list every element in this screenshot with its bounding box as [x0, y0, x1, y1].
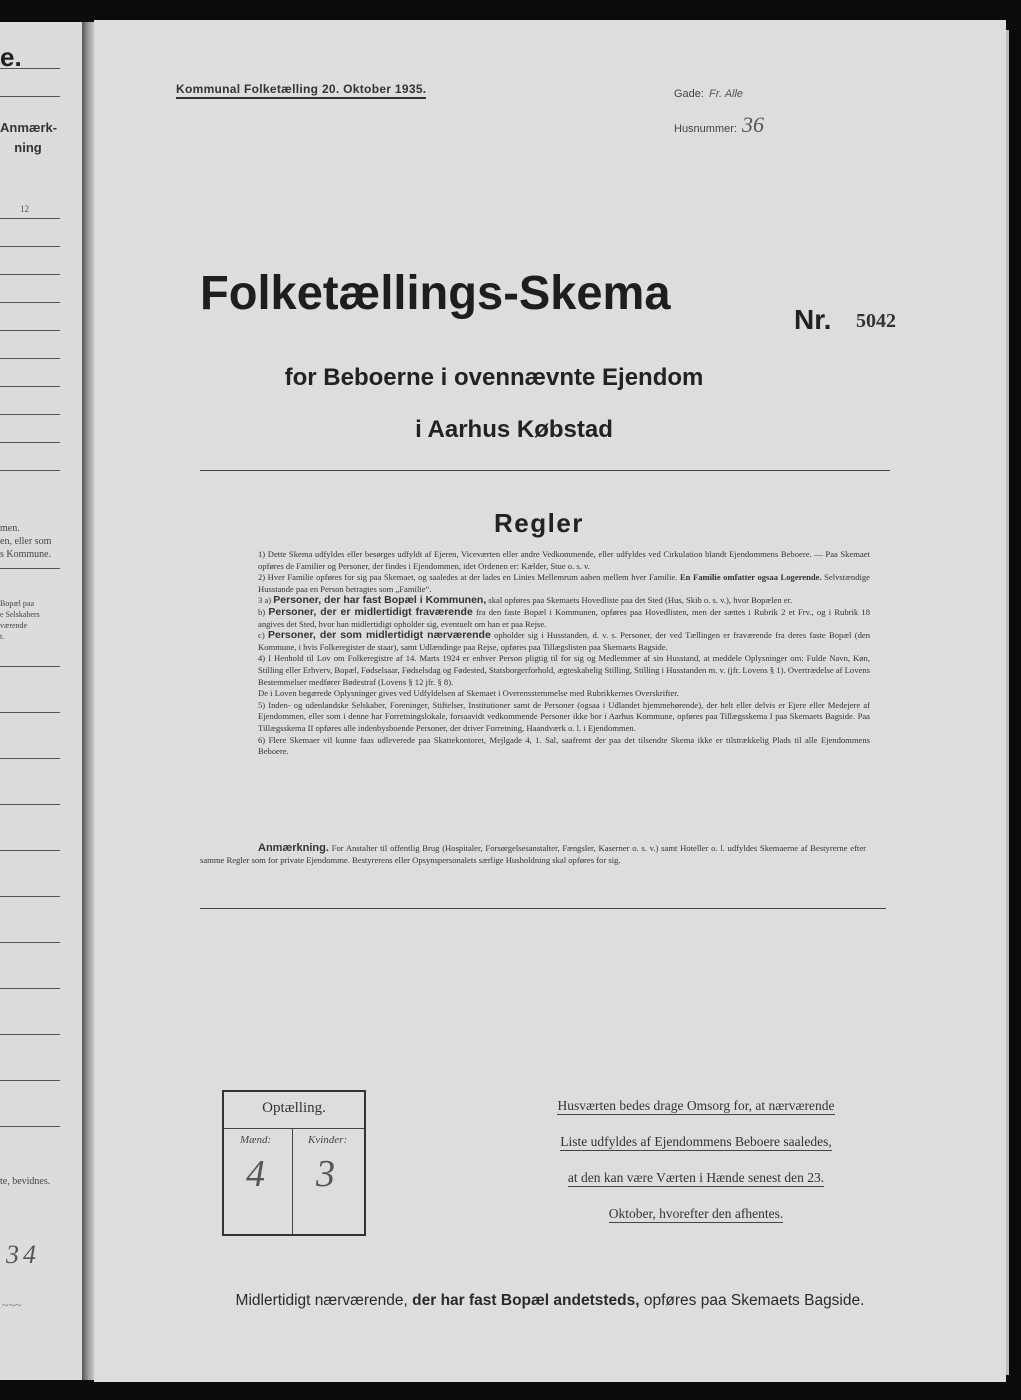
rules-text: [258, 549, 870, 758]
rule-4b: De i Loven begærede Oplysninger gives ved Udfyldelsen af Skemaet i Overensstemmelse med Rubrikkernes Overskrifter.: [258, 688, 679, 699]
rule-4: 4) I Henhold til Lov om Folkeregistre af 14. Marts 1924 er enhver Person pligtig til for sig og Medlemmer af sin Husstand, at meddele Oplysninger om: Fulde Navn, Køn, Stilling eller Erhverv, Bopæl, Fødselsaar, Fødselsdag og Fødested, Statsborgerforhold, ægteskabelig Stilling, Stilling i Husstanden m. v. (jfr. Lovens § 1). Overtrædelse af Lovens Bestemmelser medfører Bødestraf (Lovens § 12 jfr. § 8).: [258, 653, 870, 687]
divider-rule: [200, 470, 890, 471]
left-page-rule: [0, 68, 60, 69]
left-page-rule: [0, 330, 60, 331]
left-page-rule: [0, 988, 60, 989]
footer-part-1: Midlertidigt nærværende,: [235, 1292, 408, 1309]
left-page-rule: [0, 568, 60, 569]
left-page-rule: [0, 358, 60, 359]
left-page-rule: [0, 712, 60, 713]
rule-3b-text: fra den faste Bopæl i Kommunen, opføres paa Hovedlisten, men der sættes i Rubrik 2 et Frv., og i Rubrik 18 angives det Sted, hvor han midlertidigt opholder sig, eventuelt om han er paa Rejse.: [258, 606, 870, 629]
instruction-text-2: Liste udfyldes af Ejendommens Beboere saaledes,: [560, 1134, 832, 1149]
house-number-label: Husnummer:: [674, 123, 737, 135]
rule-2: [258, 572, 870, 595]
tally-title: Optælling.: [262, 1100, 326, 1116]
left-page-rule: [0, 804, 60, 805]
rule-2-text-b: Selvstændige Husstande paa en Person betragtes som „Familie“.: [258, 572, 870, 594]
fragment-a1: men.: [0, 523, 20, 534]
house-number-value: 36: [742, 112, 765, 137]
left-page-title-fragment: e.: [0, 42, 22, 72]
left-page-rule: [0, 666, 60, 667]
tally-men-label: Mænd:: [240, 1134, 272, 1146]
left-page-scribble: ~~~: [2, 1298, 22, 1312]
left-page-rule: [0, 218, 60, 219]
left-page-rule: [0, 470, 60, 471]
form-subtitle-2: i Aarhus Købstad: [415, 416, 613, 443]
rule-1: 1) Dette Skema udfyldes eller besørges udfyldt af Ejeren, Viceværten eller andre Vedkommende, eller udfyldes ved Cirkulation blandt Ejendommens Beboere. — Paa Skemaet opføres de Familier og Personer, der findes i Ejendommen, idet Ordenen er: Kælder, Stue o. s. v.: [258, 549, 870, 571]
left-page-rule: [0, 1126, 60, 1127]
form-subtitle-1: for Beboerne i ovennævnte Ejendom: [284, 364, 704, 391]
street-field: [674, 88, 743, 100]
left-page-rule: [0, 302, 60, 303]
instruction-text-1: Husværten bedes drage Omsorg for, at nærværende: [557, 1098, 835, 1113]
rule-3a-prefix: 3 a): [258, 595, 272, 606]
rules-heading: Regler: [494, 508, 584, 538]
remark-label: Anmærkning.: [258, 842, 329, 854]
left-page-rule: [0, 386, 60, 387]
fragment-a3: s Kommune.: [0, 549, 52, 560]
left-page-rule: [0, 1034, 60, 1035]
tally-rule: [224, 1128, 364, 1129]
fragment-b1: Bopæl paa: [0, 599, 34, 608]
left-page: [0, 22, 82, 1380]
form-number-value: 5042: [856, 310, 896, 332]
left-page-rule: [0, 414, 60, 415]
fragment-b3: værende: [0, 621, 28, 630]
census-date-line: Kommunal Folketælling 20. Oktober 1935.: [176, 82, 426, 99]
tally-men-value: 4: [246, 1153, 265, 1195]
left-page-handwritten-number: 34: [6, 1240, 40, 1269]
fragment-a2: en, eller som: [0, 536, 52, 547]
left-page-rule: [0, 1080, 60, 1081]
left-page-rule: [0, 850, 60, 851]
footer-part-3: opføres paa Skemaets Bagside.: [643, 1292, 865, 1309]
left-page-rule: [0, 246, 60, 247]
rule-3b-prefix: b): [258, 606, 266, 617]
rule-2-text: 2) Hver Familie opføres for sig paa Skemaet, og saaledes at der lades en Linies Mellemrum aaben mellem hver Familie.: [258, 572, 678, 583]
left-page-fragment-c: te, bevidnes.: [0, 1176, 51, 1187]
rule-2-bold: En Familie omfatter ogsaa Logerende.: [679, 572, 822, 583]
remark-note: [200, 842, 866, 866]
census-form-page: [94, 20, 1006, 1382]
form-number-label: Nr.: [794, 304, 832, 335]
left-page-rule: [0, 96, 60, 97]
book-spine: [82, 22, 94, 1380]
tally-divider: [292, 1128, 293, 1234]
instruction-text-4: Oktober, hvorefter den afhentes.: [608, 1206, 784, 1221]
left-page-rule: [0, 442, 60, 443]
left-page-fragment-b: [0, 598, 70, 642]
street-label: Gade:: [674, 88, 704, 100]
remark-text: For Anstalter til offentlig Brug (Hospitaler, Forsørgelsesanstalter, Fængsler, Kaserner o. s. v.) samt Hoteller o. l. udfyldes Skemaerne af Bestyrerne efter samme Regler som for private Ejendomme. Bestyrerens eller Opsynspersonalets særlige Husholdning skal opføres for sig.: [200, 843, 866, 865]
street-value: Fr. Alle: [709, 88, 744, 100]
footer-part-2: der har fast Bopæl andetsteds,: [412, 1292, 640, 1309]
left-page-fragment-a: [0, 522, 70, 561]
instruction-line-4: [526, 1206, 866, 1222]
rule-3c-prefix: c): [258, 630, 265, 641]
tally-women-label: Kvinder:: [308, 1134, 348, 1146]
rule-3b: [258, 607, 870, 630]
divider-rule: [200, 908, 886, 909]
rule-3b-bold: Personer, der er midlertidigt fraværende: [268, 605, 473, 618]
rule-6: 6) Flere Skemaer vil kunne faas udleverede paa Skattekontoret, Mejlgade 4, 1. Sal, saafremt der paa det tilsendte Skema ikke er tilstrækkelig Plads til alle Ejendommens Beboere.: [258, 734, 870, 757]
rule-3a-text: skal opføres paa Skemaets Hovedliste paa det Sted (Hus, Skib o. s. v.), hvor Bopælen er.: [488, 595, 793, 606]
instruction-line-1: [526, 1098, 866, 1114]
left-page-column-number: 12: [20, 204, 29, 214]
tally-box: [222, 1090, 366, 1236]
tally-women-value: 3: [316, 1153, 335, 1195]
left-page-rule: [0, 274, 60, 275]
rule-3c: [258, 630, 870, 653]
form-title: Folketællings-Skema: [200, 267, 671, 320]
instruction-line-2: [526, 1134, 866, 1150]
rule-3c-text: opholder sig i Husstanden, d. v. s. Personer, der ved Tællingen er fraværende fra deres faste Bopæl (den Kommune, i hvis Folkeregister de staar), samt Udlændinge paa Rejse, opføres paa Tillægslisten paa Skemaets Bagside.: [258, 630, 870, 652]
rule-3a-bold: Personer, der har fast Bopæl i Kommunen,: [273, 594, 487, 607]
footer-note: [94, 1292, 1006, 1310]
column-head-line2: ning: [14, 140, 42, 155]
column-head-line1: Anmærk-: [0, 120, 58, 135]
fragment-b4: t.: [0, 632, 5, 641]
left-page-rule: [0, 896, 60, 897]
left-page-rule: [0, 758, 60, 759]
left-page-rule: [0, 942, 60, 943]
rule-3c-bold: Personer, der som midlertidigt nærværende: [267, 629, 491, 642]
instruction-text-3: at den kan være Værten i Hænde senest den 23.: [567, 1170, 825, 1185]
instruction-line-3: [526, 1170, 866, 1186]
rule-5: 5) Inden- og udenlandske Selskaber, Foreninger, Stiftelser, Institutioner samt de Personer (ogsaa i Udlandet hjemmehørende), der helt eller delvis er Ejere eller Medejere af Ejendommen, eller som i denne har Forretningslokale, forsaavidt vedkommende Personer ikke bor i Aarhus Kommune, opføres paa Tillægsskema I paa Skemaets Bagside. Paa Tillægsskema II opføres alle indenbysboende Personer, der driver Forretning, Haandværk o. l. i Ejendommen.: [258, 699, 870, 733]
left-page-column-head: [0, 118, 56, 158]
fragment-b2: e Selskabers: [0, 610, 40, 619]
house-number-field: [674, 112, 764, 138]
